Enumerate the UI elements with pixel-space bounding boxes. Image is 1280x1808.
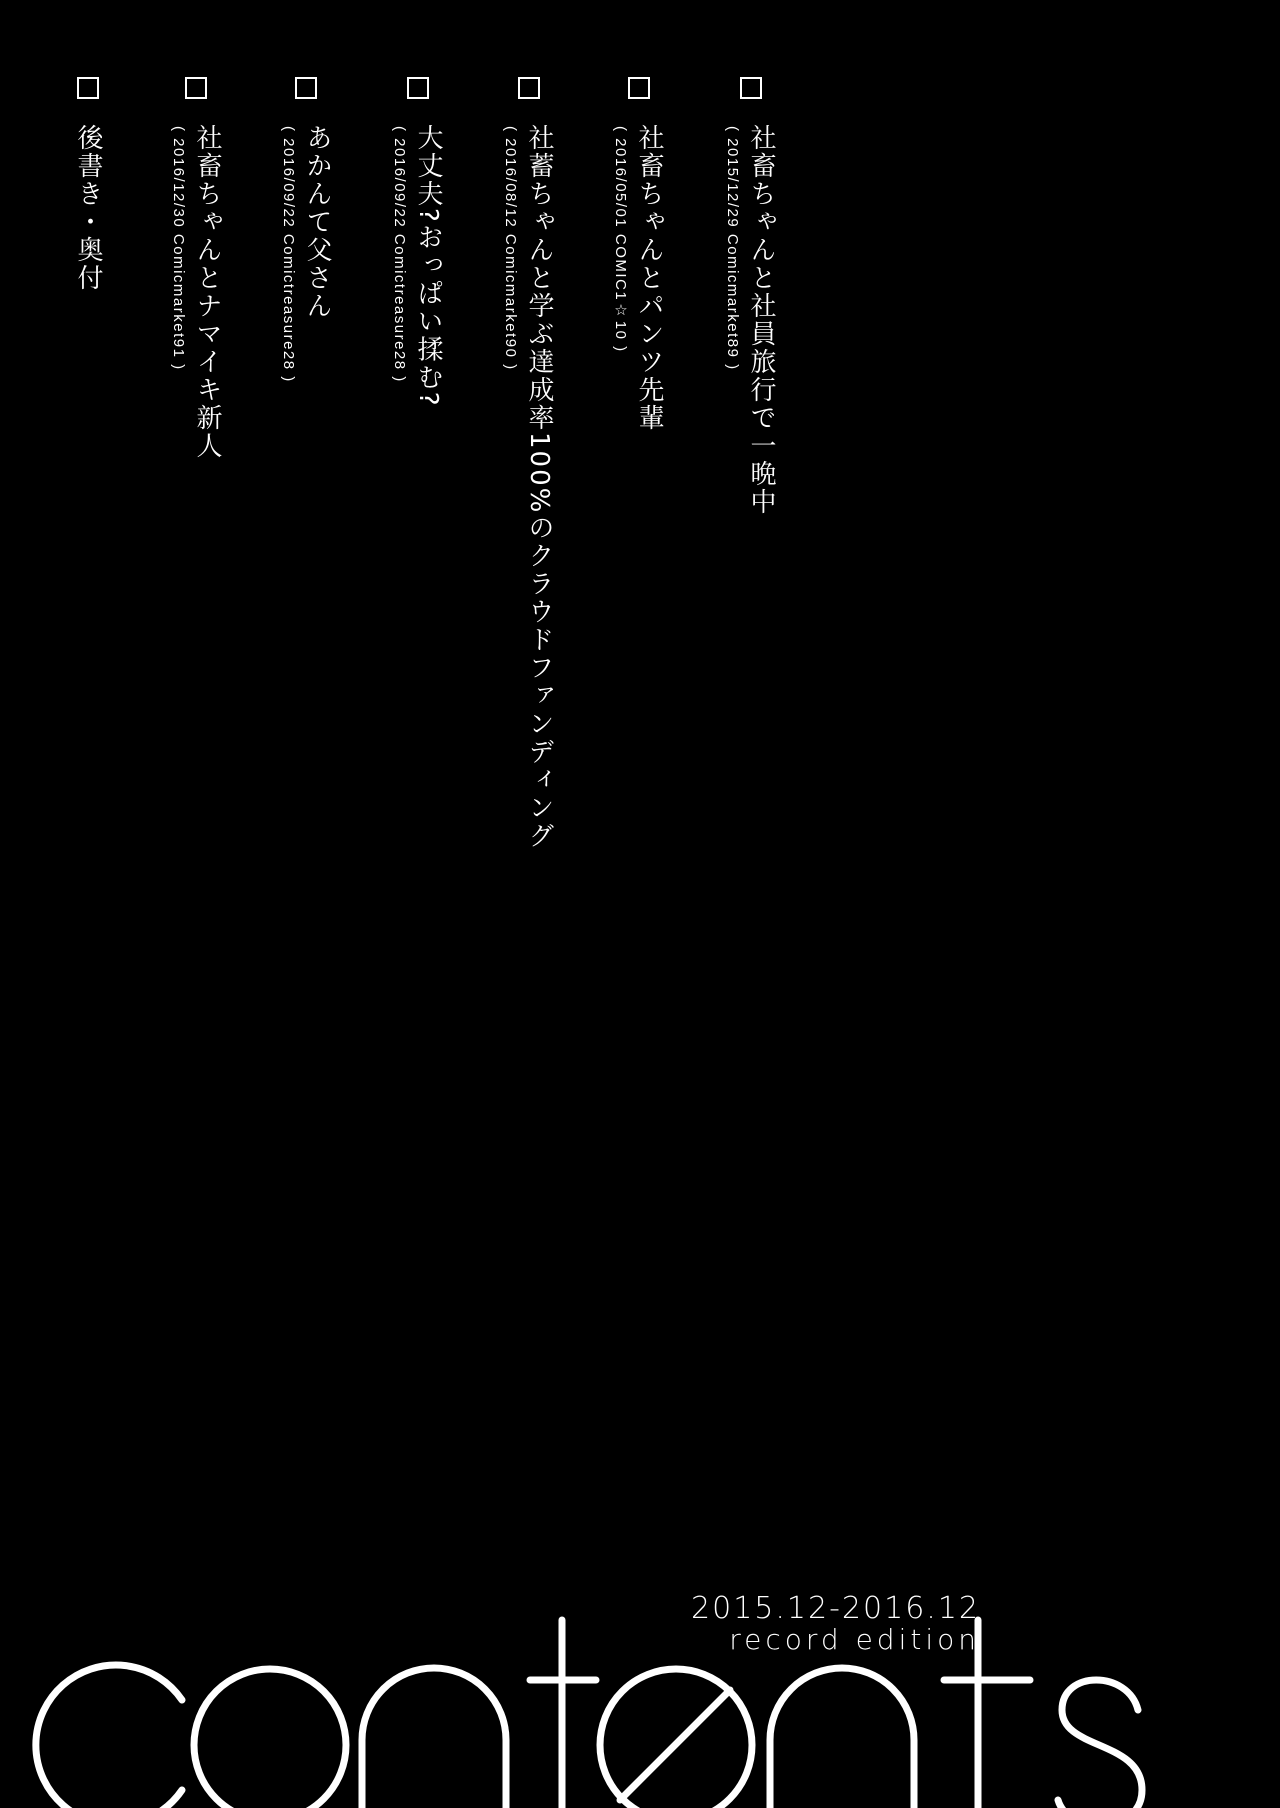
edition-label: record edition (729, 1623, 980, 1656)
entry-title: 社蓄ちゃんと学ぶ達成率100%のクラウドファンディング (524, 124, 554, 851)
checkbox-icon (185, 77, 207, 99)
checkbox-icon (407, 77, 429, 99)
entry-source: ( 2016/09/22 Comictreasure28 ) (391, 126, 408, 383)
contents-title (0, 1600, 1280, 1808)
letter-n (362, 1668, 506, 1808)
letter-e-slash (620, 1690, 730, 1800)
checkbox-icon (518, 77, 540, 99)
checkbox-icon (77, 77, 99, 99)
checkbox-icon (295, 77, 317, 99)
entry-title: 後書き・奥付 (73, 124, 103, 292)
entry-title: あかんて父さん (302, 124, 332, 320)
letter-o (194, 1669, 346, 1808)
edition-range: 2015.12-2016.12 (691, 1591, 980, 1626)
entry-source: ( 2015/12/29 Comicmarket89 ) (724, 126, 741, 371)
checkbox-icon (740, 77, 762, 99)
letter-c (36, 1665, 182, 1808)
letter-n (770, 1668, 914, 1808)
entry-title: 社畜ちゃんとパンツ先輩 (634, 124, 664, 432)
checkbox-icon (628, 77, 650, 99)
entry-title: 社畜ちゃんと社員旅行で一晩中 (746, 124, 776, 516)
entry-source: ( 2016/08/12 Comicmarket90 ) (502, 126, 519, 371)
letter-s (1058, 1680, 1142, 1808)
entry-title: 大丈夫?おっぱい揉む? (413, 124, 443, 408)
entry-source: ( 2016/09/22 Comictreasure28 ) (280, 126, 297, 383)
entry-title: 社畜ちゃんとナマイキ新人 (192, 124, 222, 460)
entry-source: ( 2016/12/30 Comicmarket91 ) (170, 126, 187, 371)
entry-source: ( 2016/05/01 COMIC1☆10 ) (612, 126, 629, 353)
